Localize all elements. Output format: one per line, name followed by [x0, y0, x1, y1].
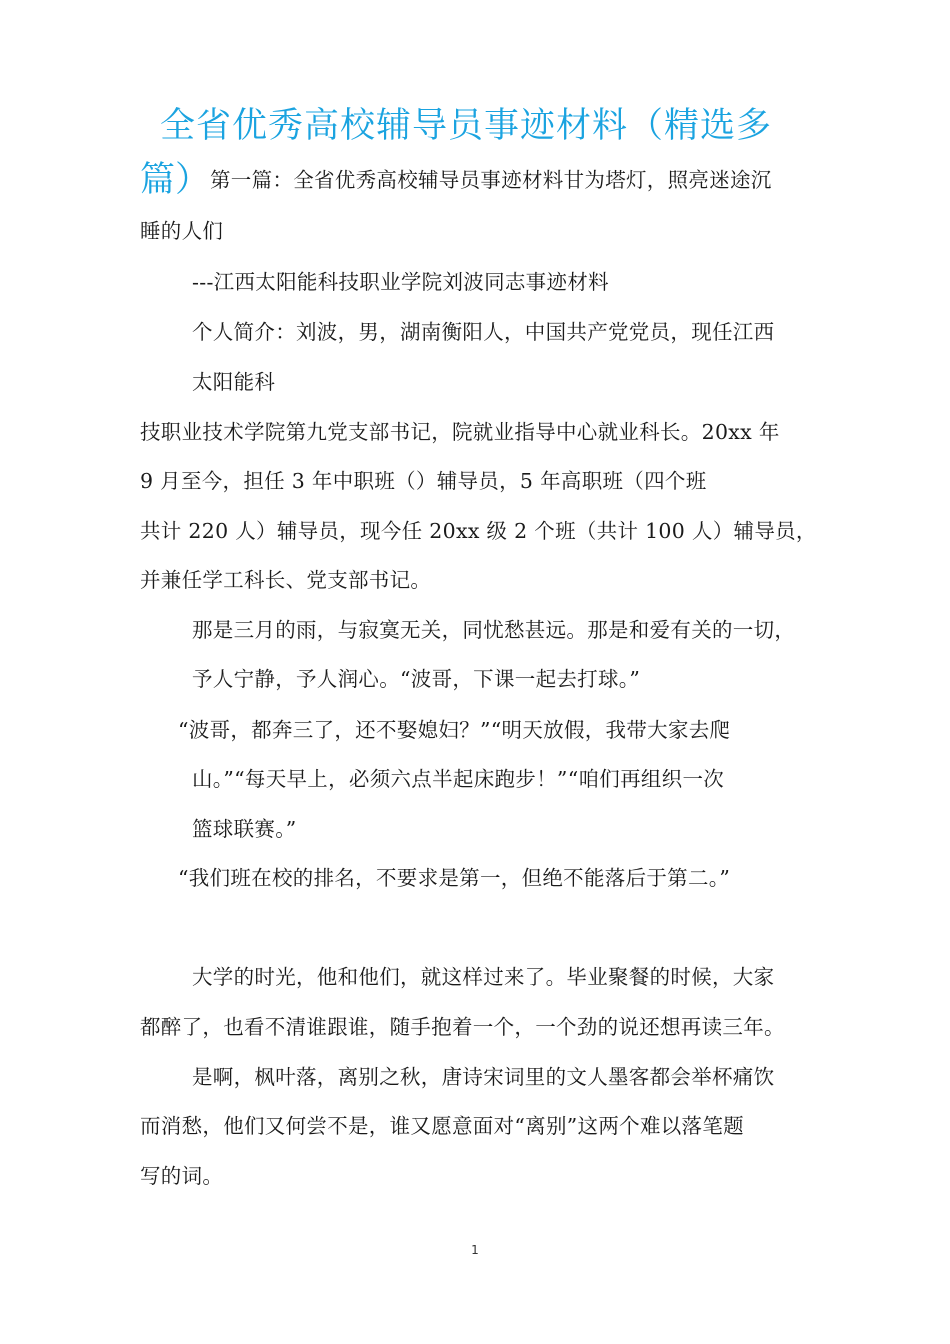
body-line: 写的词。 — [140, 1164, 224, 1188]
body-line: 予人宁静，予人润心。“波哥，下课一起去打球。” — [192, 667, 641, 691]
body-line: 技职业技术学院第九党支部书记，院就业指导中心就业科长。20xx 年 — [140, 420, 780, 444]
body-line: 那是三月的雨，与寂寞无关，同忧愁甚远。那是和爱有关的一切， — [192, 618, 796, 642]
body-line: “波哥，都奔三了，还不娶媳妇？”“明天放假，我带大家去爬 — [178, 718, 731, 742]
body-line: 山。”“每天早上，必须六点半起床跑步！”“咱们再组织一次 — [192, 767, 725, 791]
body-line: ---江西太阳能科技职业学院刘波同志事迹材料 — [192, 270, 609, 294]
body-line: 太阳能科 — [192, 370, 276, 394]
body-line: 9 月至今，担任 3 年中职班（）辅导员，5 年高职班（四个班 — [140, 469, 707, 493]
body-line: “我们班在校的排名，不要求是第一，但绝不能落后于第二。” — [178, 866, 731, 890]
body-line: 篮球联赛。” — [192, 817, 297, 841]
body-line: 并兼任学工科长、党支部书记。 — [140, 568, 432, 592]
body-line: 都醉了，也看不清谁跟谁，随手抱着一个，一个劲的说还想再读三年。 — [140, 1015, 785, 1039]
page-number: 1 — [471, 1243, 479, 1257]
body-line: 大学的时光，他和他们，就这样过来了。毕业聚餐的时候，大家 — [192, 965, 775, 989]
document-title-continued: 篇） — [140, 160, 211, 200]
body-line: 是啊，枫叶落，离别之秋，唐诗宋词里的文人墨客都会举杯痛饮 — [192, 1065, 775, 1089]
body-line: 共计 220 人）辅导员，现今任 20xx 级 2 个班（共计 100 人）辅导员， — [140, 519, 817, 543]
body-line: 第一篇：全省优秀高校辅导员事迹材料甘为塔灯，照亮迷途沉 — [210, 168, 772, 192]
body-line: 睡的人们 — [140, 219, 224, 243]
body-line: 个人简介：刘波，男，湖南衡阳人，中国共产党党员，现任江西 — [192, 320, 775, 344]
document-title: 全省优秀高校辅导员事迹材料（精选多 — [160, 106, 773, 146]
body-line: 而消愁，他们又何尝不是，谁又愿意面对“离别”这两个难以落笔题 — [140, 1114, 744, 1138]
